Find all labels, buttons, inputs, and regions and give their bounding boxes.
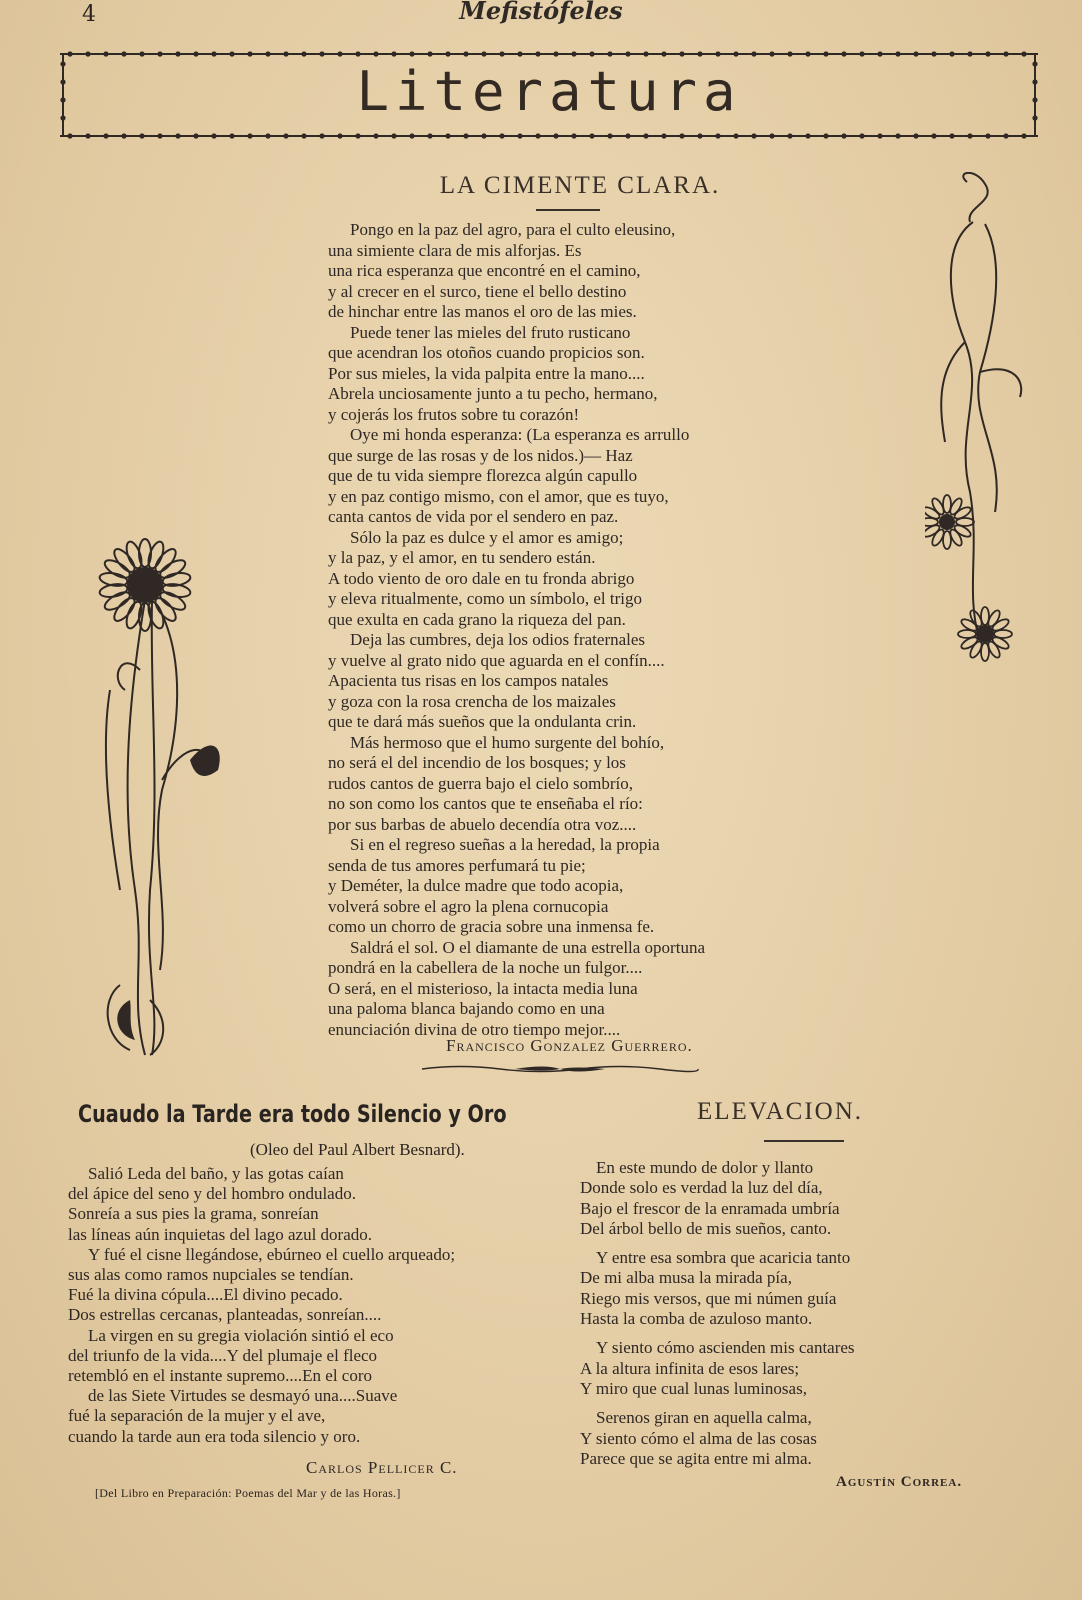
- poem-line: Sólo la paz es dulce y el amor es amigo;: [350, 527, 624, 547]
- poem-line: que surge de las rosas y de los nidos.)— Haz: [328, 445, 633, 465]
- poem-line: Y fué el cisne llegándose, ebúrneo el cuello arqueado;: [88, 1244, 456, 1264]
- poem-line: enunciación divina de otro tiempo mejor....: [328, 1019, 621, 1039]
- poem-line: Y miro que cual lunas luminosas,: [580, 1378, 807, 1398]
- poem-line: Si en el regreso sueñas a la heredad, la propia: [350, 835, 660, 854]
- poem-line: De mi alba musa la mirada pía,: [580, 1268, 792, 1288]
- poem-line: una rica esperanza que encontré en el camino,: [328, 261, 641, 280]
- poem-line: Y entre esa sombra que acaricia tanto: [596, 1248, 851, 1268]
- poem-line: Salió Leda del baño, y las gotas caían: [88, 1164, 344, 1183]
- poem-body-cuaudo-la-tarde: [68, 1164, 568, 1447]
- poem-line: Pongo en la paz del agro, para el culto eleusino,: [350, 220, 676, 239]
- poem-line: A la altura infinita de esos lares;: [580, 1358, 800, 1378]
- poem-line: Y siento cómo el alma de las cosas: [580, 1428, 817, 1448]
- poem-title-elevacion: ELEVACION.: [696, 1098, 864, 1125]
- title-rule: [536, 209, 600, 211]
- poem-line: Abrela unciosamente junto a tu pecho, hermano,: [328, 384, 658, 403]
- poem-line: Apacienta tus risas en los campos natales: [328, 671, 609, 690]
- poem-line: como un chorro de gracia sobre una inmensa fe.: [328, 917, 655, 936]
- poem-line: y eleva ritualmente, como un símbolo, el trigo: [328, 589, 642, 608]
- poem-line: En este mundo de dolor y llanto: [596, 1158, 814, 1177]
- poem-line: del ápice del seno y del hombro ondulado.: [68, 1184, 356, 1204]
- poem-line: Puede tener las mieles del fruto rusticano: [350, 322, 631, 342]
- fleuron-divider: [420, 1062, 700, 1076]
- poem-line: Hasta la comba de azuloso manto.: [580, 1309, 813, 1329]
- author-gonzalez-guerrero: Francisco Gonzalez Guerrero.: [446, 1036, 693, 1055]
- poem-line: Donde solo es verdad la luz del día,: [580, 1178, 823, 1198]
- flower-vine-ornament-right: [925, 172, 1035, 692]
- poem-line: O será, en el misterioso, la intacta media luna: [328, 978, 638, 998]
- poem-line: cuando la tarde aun era toda silencio y oro.: [68, 1426, 361, 1446]
- poem-line: La virgen en su gregia violación sintió el eco: [88, 1325, 394, 1345]
- poem-line: no será el del incendio de los bosques; y los: [328, 753, 626, 772]
- poem-line: no son como los cantos que te enseñaba el río:: [328, 794, 643, 813]
- poem-line: que acendran los otoños cuando propicios son.: [328, 343, 645, 362]
- poem-line: que te dará más sueños que la ondulanta crin.: [328, 712, 637, 731]
- poem-line: sus alas como ramos nupciales se tendían.: [68, 1265, 354, 1285]
- poem-line: canta cantos de vida por el sendero en paz.: [328, 507, 619, 526]
- poem-title-la-cimente-clara: LA CIMENTE CLARA.: [439, 172, 721, 199]
- poem-line: y al crecer en el surco, tiene el bello destino: [328, 281, 627, 301]
- poem-line: Más hermoso que el humo surgente del bohío,: [350, 732, 665, 752]
- poem-line: pondrá en la cabellera de la noche un fulgor....: [328, 958, 643, 977]
- poem-line: Fué la divina cópula....El divino pecado.: [68, 1285, 343, 1305]
- poem-line: Y siento cómo ascienden mis cantares: [596, 1338, 855, 1358]
- poem-line: Riego mis versos, que mi númen guía: [580, 1288, 837, 1308]
- section-title: Literatura: [356, 60, 742, 123]
- poem-line: senda de tus amores perfumará tu pie;: [328, 855, 586, 875]
- poem-line: que de tu vida siempre florezca algún capullo: [328, 466, 638, 485]
- poem-body-elevacion: [580, 1158, 960, 1478]
- poem-line: y Deméter, la dulce madre que todo acopia,: [328, 876, 624, 895]
- poem-line: retembló en el instante supremo....En el coro: [68, 1366, 373, 1386]
- poem-line: rudos cantos de guerra bajo el cielo sombrío,: [328, 773, 633, 793]
- poem-line: Del árbol bello de mis sueños, canto.: [580, 1218, 832, 1238]
- poem-stanza: [580, 1158, 960, 1239]
- author-pellicer: Carlos Pellicer C.: [306, 1458, 458, 1477]
- poem-line: del triunfo de la vida....Y del plumaje el fleco: [68, 1345, 378, 1365]
- poem-line: Oye mi honda esperanza: (La esperanza es arrullo: [350, 425, 690, 444]
- sunflower-ornament-left: [90, 530, 230, 1060]
- page-number: 4: [82, 2, 96, 27]
- poem-line: una simiente clara de mis alforjas. Es: [328, 240, 582, 260]
- poem-line: de hinchar entre las manos el oro de las mies.: [328, 302, 637, 321]
- poem-stanza: [580, 1338, 960, 1399]
- poem-line: A todo viento de oro dale en tu fronda abrigo: [328, 568, 635, 588]
- poem-line: Bajo el frescor de la enramada umbría: [580, 1198, 840, 1218]
- poem-line: y la paz, y el amor, en tu sendero están.: [328, 548, 596, 567]
- poem-line: Dos estrellas cercanas, planteadas, sonreían....: [68, 1305, 382, 1325]
- poem-line: y cojerás los frutos sobre tu corazón!: [328, 404, 580, 424]
- poem-line: y vuelve al grato nido que aguarda en el confín....: [328, 650, 665, 670]
- poem-line: por sus barbas de abuelo decendía otra voz....: [328, 814, 637, 834]
- poem-title-cuaudo-la-tarde: Cuaudo la Tarde era todo Silencio y Oro: [78, 1100, 507, 1128]
- poem-line: Parece que se agita entre mi alma.: [580, 1448, 812, 1468]
- poem-line: Saldrá el sol. O el diamante de una estrella oportuna: [350, 937, 705, 957]
- source-note: [Del Libro en Preparación: Poemas del Mar y de las Horas.]: [95, 1486, 401, 1500]
- poem-line: Serenos giran en aquella calma,: [596, 1408, 812, 1428]
- poem-line: Deja las cumbres, deja los odios fraternales: [350, 630, 646, 649]
- poem-line: una paloma blanca bajando como en una: [328, 999, 605, 1018]
- poem-line: fué la separación de la mujer y el ave,: [68, 1406, 326, 1426]
- title-rule: [764, 1140, 844, 1142]
- poem-subtitle: (Oleo del Paul Albert Besnard).: [250, 1140, 465, 1159]
- poem-body-la-cimente-clara: [300, 220, 860, 1040]
- poem-line: y en paz contigo mismo, con el amor, que es tuyo,: [328, 486, 669, 506]
- poem-stanza: [580, 1248, 960, 1329]
- poem-line: Sonreía a sus pies la grama, sonreían: [68, 1204, 319, 1224]
- poem-line: Por sus mieles, la vida palpita entre la mano....: [328, 363, 645, 383]
- running-head: Mefistófeles: [459, 0, 623, 25]
- poem-stanza: [580, 1408, 960, 1469]
- poem-line: y goza con la rosa crencha de los maizales: [328, 691, 616, 711]
- poem-line: de las Siete Virtudes se desmayó una....Suave: [88, 1386, 398, 1406]
- poem-line: volverá sobre el agro la plena cornucopia: [328, 896, 609, 916]
- poem-line: las líneas aún inquietas del lago azul dorado.: [68, 1224, 373, 1244]
- author-correa: Agustín Correa.: [836, 1474, 963, 1490]
- poem-line: que exulta en cada grano la riqueza del pan.: [328, 609, 626, 629]
